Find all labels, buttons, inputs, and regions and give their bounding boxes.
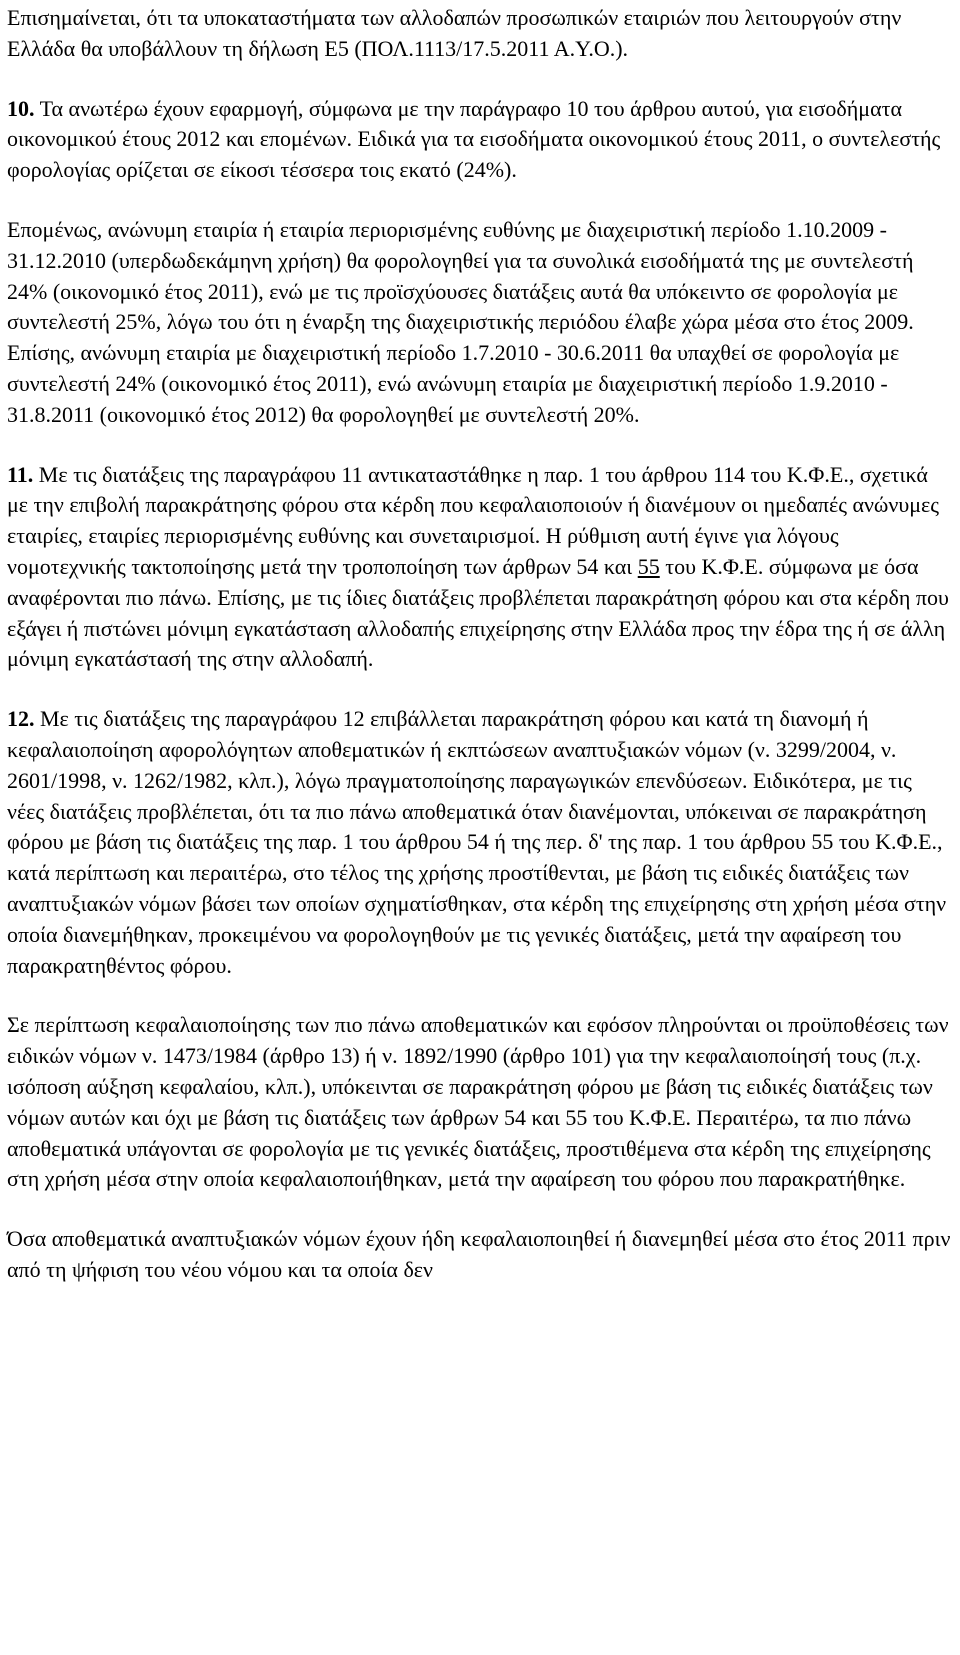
paragraph-text: Επομένως, ανώνυμη εταιρία ή εταιρία περιορισμένης ευθύνης με διαχειριστική περίοδο 1.10.2009 - 31.12.2010 (υπερδωδεκάμηνη χρήση) θα φορολογηθεί για τα συνολικά εισοδήματά της με συντελεστή 24% (οικονομικό έτος 2011), ενώ με τις προϊσχύουσες διατάξεις αυτά θα υπόκειντο σε φορολογία με συντελεστή 25%, λόγω του ότι η έναρξη της διαχειριστικής περιόδου έλαβε χώρα μέσα στο έτος 2009. Επίσης, ανώνυμη εταιρία με διαχειριστική περίοδο 1.7.2010 - 30.6.2011 θα υπαχθεί σε φορολογία με συντελεστή 24% (οικονομικό έτος 2011), ενώ ανώνυμη εταιρία με διαχειριστική περίοδο 1.9.2010 - 31.8.2011 (οικονομικό έτος 2012) θα φορολογηθεί με συντελεστή 20%.	[7, 216, 914, 427]
paragraph-12-reserves	[7, 1224, 953, 1286]
paragraph-text: Με τις διατάξεις της παραγράφου 11 αντικαταστάθηκε η παρ. 1 του άρθρου 114 του Κ.Φ.Ε., σχετικά με την επιβολή παρακράτησης φόρου στα κέρδη που κεφαλαιοποιούν ή διανέμουν οι ημεδαπές ανώνυμες εταιρίες, εταιρίες περιορισμένης ευθύνης και συνεταιρισμοί. Η ρύθμιση αυτή έγινε για λόγους νομοτεχνικής τακτοποίησης μετά την τροποποίηση των άρθρων 54 και	[7, 461, 939, 579]
paragraph-number: 10.	[7, 95, 35, 121]
paragraph-intro	[7, 3, 953, 65]
paragraph-10-example	[7, 215, 953, 431]
paragraph-12-capitalization	[7, 1010, 953, 1195]
paragraph-text: του Κ.Φ.Ε. σύμφωνα με όσα αναφέρονται πιο πάνω. Επίσης, με τις ίδιες διατάξεις προβλέπεται παρακράτηση φόρου και στα κέρδη που εξάγει ή πιστώνει μόνιμη εγκατάσταση αλλοδαπής επιχείρησης στην Ελλάδα προς την έδρα της ή σε άλλη μόνιμη εγκατάστασή της στην αλλοδαπή.	[7, 553, 949, 672]
paragraph-11	[7, 460, 953, 676]
paragraph-number: 12.	[7, 706, 35, 732]
paragraph-12	[7, 704, 953, 981]
paragraph-number: 11.	[7, 461, 34, 487]
underlined-reference: 55	[637, 553, 660, 579]
document-page	[7, 3, 953, 1315]
paragraph-text: Με τις διατάξεις της παραγράφου 12 επιβάλλεται παρακράτηση φόρου και κατά τη διανομή ή κεφαλαιοποίηση αφορολόγητων αποθεματικών ή εκπτώσεων αναπτυξιακών νόμων (ν. 3299/2004, ν. 2601/1998, ν. 1262/1982, κλπ.), λόγω πραγματοποίησης παραγωγικών επενδύσεων. Ειδικότερα, με τις νέες διατάξεις προβλέπεται, ότι τα πιο πάνω αποθεματικά όταν διανέμονται, υπόκειναι σε παρακράτηση φόρου με βάση τις διατάξεις της παρ. 1 του άρθρου 54 ή της περ. δ' της παρ. 1 του άρθρου 55 του Κ.Φ.Ε., κατά περίπτωση και περαιτέρω, στο τέλος της χρήσης προστίθενται, με βάση τις ειδικές διατάξεις των αναπτυξιακών νόμων βάσει των οποίων σχηματίσθηκαν, στα κέρδη της επιχείρησης στη χρήση μέσα στην οποία διανεμήθηκαν, προκειμένου να φορολογηθούν με τις γενικές διατάξεις, μετά την αφαίρεση του παρακρατηθέντος φόρου.	[7, 706, 947, 978]
paragraph-text: Τα ανωτέρω έχουν εφαρμογή, σύμφωνα με την παράγραφο 10 του άρθρου αυτού, για εισοδήματα οικονομικού έτους 2012 και επομένων. Ειδικά για τα εισοδήματα οικονομικού έτους 2011, ο συντελεστής φορολογίας ορίζεται σε είκοσι τέσσερα τοις εκατό (24%).	[7, 95, 941, 183]
paragraph-text: Όσα αποθεματικά αναπτυξιακών νόμων έχουν ήδη κεφαλαιοποιηθεί ή διανεμηθεί μέσα στο έτος 2011 πριν από τη ψήφιση του νέου νόμου και τα οποία δεν	[7, 1226, 951, 1282]
paragraph-10	[7, 94, 953, 186]
paragraph-text: Σε περίπτωση κεφαλαιοποίησης των πιο πάνω αποθεματικών και εφόσον πληρούνται οι προϋποθέσεις των ειδικών νόμων ν. 1473/1984 (άρθρο 13) ή ν. 1892/1990 (άρθρο 101) για την κεφαλαιοποίησή τους (π.χ. ισόποση αύξηση κεφαλαίου, κλπ.), υπόκεινται σε παρακράτηση φόρου με βάση τις ειδικές διατάξεις των νόμων αυτών και όχι με βάση τις διατάξεις των άρθρων 54 και 55 του Κ.Φ.Ε. Περαιτέρω, τα πιο πάνω αποθεματικά υπάγονται σε φορολογία με τις γενικές διατάξεις, προστιθέμενα στα κέρδη της επιχείρησης στη χρήση μέσα στην οποία κεφαλαιοποιήθηκαν, μετά την αφαίρεση του φόρου που παρακρατήθηκε.	[7, 1012, 949, 1192]
paragraph-text: Επισημαίνεται, ότι τα υποκαταστήματα των αλλοδαπών προσωπικών εταιριών που λειτουργούν στην Ελλάδα θα υποβάλλουν τη δήλωση Ε5 (ΠΟΛ.1113/17.5.2011 Α.Υ.Ο.).	[7, 5, 902, 61]
